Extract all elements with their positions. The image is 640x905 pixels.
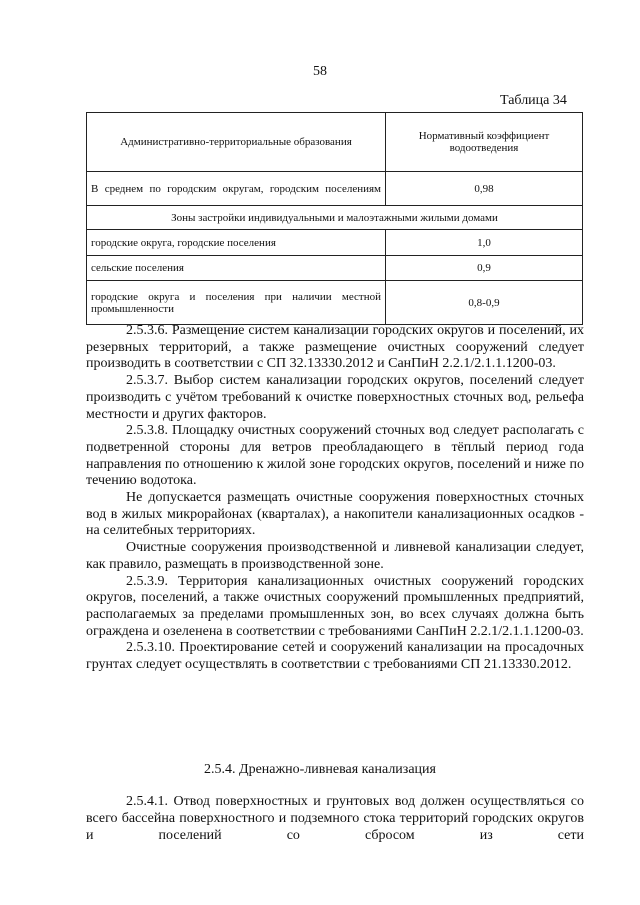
paragraph: Очистные сооружения производственной и ливневой канализации следует, как правило, размещать в производственной зоне. bbox=[86, 540, 584, 572]
paragraph: Не допускается размещать очистные сооружения поверхностных сточных вод в жилых микрорайонах (кварталах), а накопители канализационных осадков - на селитебных территориях. bbox=[86, 490, 584, 539]
body-text-continued bbox=[86, 793, 584, 844]
page-number: 58 bbox=[313, 64, 327, 79]
table-cell-value: 0,98 bbox=[386, 172, 583, 206]
table-cell-name: городские округа и поселения при наличии местной промышленности bbox=[87, 281, 386, 325]
paragraph: 2.5.3.9. Территория канализационных очистных сооружений городских округов, поселений, а также очистных сооружений промышленных предприятий, располагаемых за пределами промышленных зон, во всех случаях должна быть ограждена и озеленена в соответствии с требованиями СанПиН 2.2.1/2.1.1.1200-03. bbox=[86, 573, 584, 639]
table-cell-value: 0,8-0,9 bbox=[386, 281, 583, 325]
table-header-row bbox=[87, 113, 583, 172]
table-section-title: Зоны застройки индивидуальными и малоэтажными жилыми домами bbox=[87, 206, 583, 230]
paragraph: 2.5.3.7. Выбор систем канализации городских округов, поселений следует производить с учётом требований к очистке поверхностных сточных вод, рельефа местности и других факторов. bbox=[86, 373, 584, 422]
table-header-coefficient: Нормативный коэффициент водоотведения bbox=[386, 113, 583, 172]
table-row bbox=[87, 281, 583, 325]
table-row bbox=[87, 230, 583, 256]
table-cell-value: 1,0 bbox=[386, 230, 583, 256]
table-header-territory: Административно-территориальные образования bbox=[87, 113, 386, 172]
paragraph: 2.5.3.8. Площадку очистных сооружений сточных вод следует располагать с подветренной стороны для ветров преобладающего в тёплый период года направления по отношению к жилой зоне городских округов, поселений и ниже по течению водотока. bbox=[86, 423, 584, 489]
paragraph: 2.5.3.10. Проектирование сетей и сооружений канализации на просадочных грунтах следует осуществлять в соответствии с требованиями СП 21.13330.2012. bbox=[86, 640, 584, 673]
table-row bbox=[87, 172, 583, 206]
table-cell-name: городские округа, городские поселения bbox=[87, 230, 386, 256]
norms-table bbox=[86, 112, 583, 325]
paragraph: 2.5.4.1. Отвод поверхностных и грунтовых вод должен осуществляться со всего бассейна поверхностного и подземного стока территорий городских округов и поселений со сбросом из сети bbox=[86, 794, 584, 843]
table-cell-name: сельские поселения bbox=[87, 256, 386, 281]
table-section-row bbox=[87, 206, 583, 230]
section-heading: 2.5.4. Дренажно-ливневая канализация bbox=[204, 762, 436, 777]
table-row bbox=[87, 256, 583, 281]
paragraph: 2.5.3.6. Размещение систем канализации городских округов и поселений, их резервных территорий, а также размещение очистных сооружений следует производить в соответствии с СП 32.13330.2012 и СанПиН 2.2.1/2.1.1.1200-03. bbox=[86, 323, 584, 372]
table-cell-value: 0,9 bbox=[386, 256, 583, 281]
table-cell-name: В среднем по городским округам, городским поселениям bbox=[87, 172, 386, 206]
body-text bbox=[86, 323, 584, 674]
table-caption: Таблица 34 bbox=[500, 93, 567, 108]
